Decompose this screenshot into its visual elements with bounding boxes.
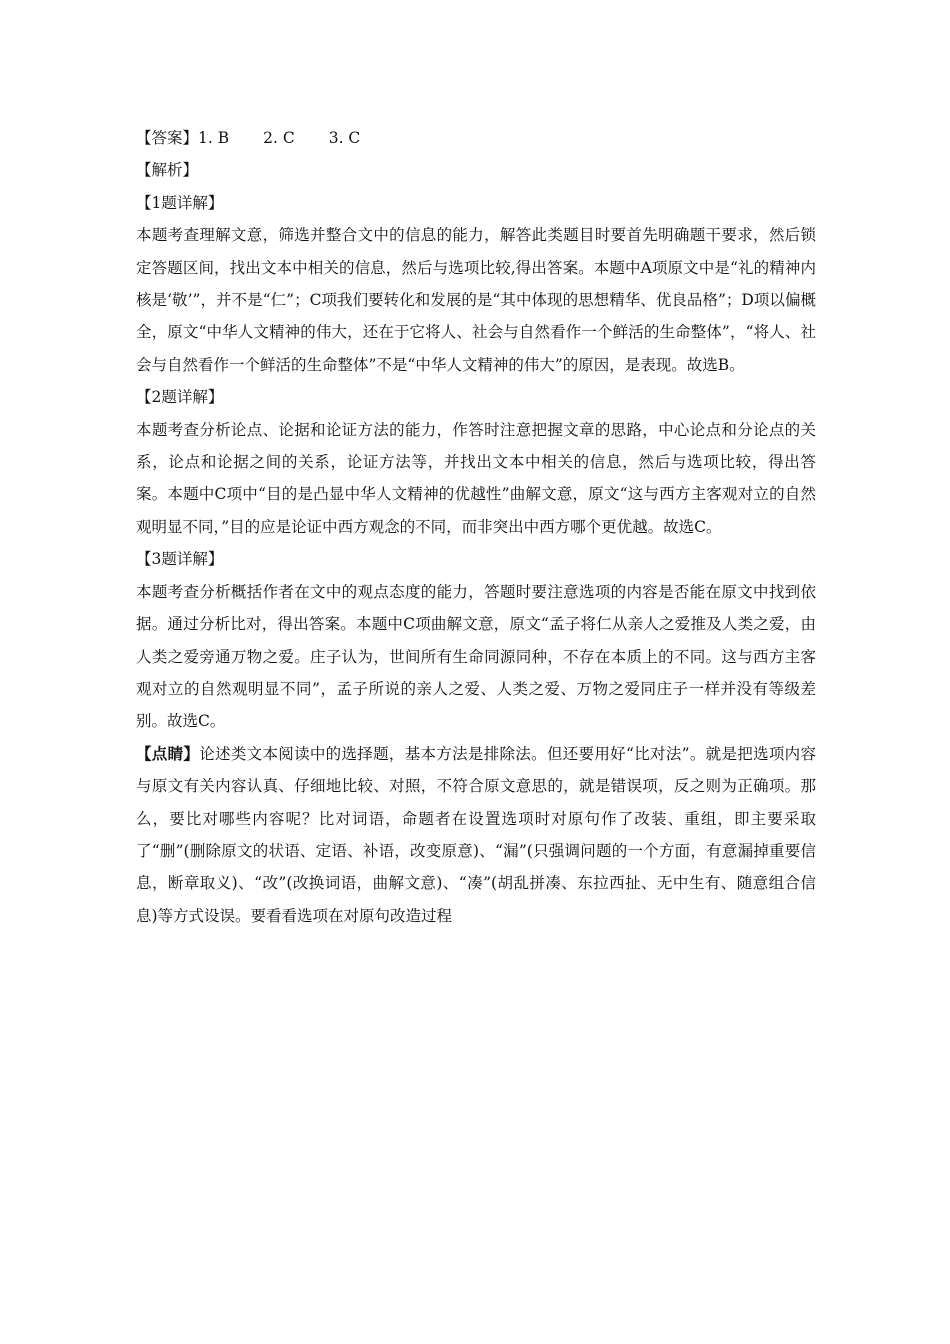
tip-body: 论述类文本阅读中的选择题，基本方法是排除法。但还要用好“比对法”。就是把选项内容与原文有关内容认真、仔细地比较、对照，不符合原文意思的，就是错误项，反之则为正确项。那么，要比对哪些内容呢？比对词语，命题者在设置选项时对原句作了改装、重组，即主要采取了“删”(删除原文的状语、定语、补语，改变原意)、“漏”(只强调问题的一个方面，有意漏掉重要信息，断章取义)、“改”(改换词语，曲解文意)、“凑”(胡乱拼凑、东拉西扯、无中生有、随意组合信息)等方式设误。要看看选项在对原句改造过程 [136, 744, 816, 925]
answer-label: 【答案】 [136, 129, 199, 147]
answer-item-3: 3. C [328, 129, 361, 147]
q3-body: 本题考查分析概括作者在文中的观点态度的能力，答题时要注意选项的内容是否能在原文中找到依据。通过分析比对，得出答案。本题中C项曲解文意，原文“孟子将仁从亲人之爱推及人类之爱，由人类之爱旁通万物之爱。庄子认为，世间所有生命同源同种，不存在本质上的不同。这与西方主客观对立的自然观明显不同”，孟子所说的亲人之爱、人类之爱、万物之爱同庄子一样并没有等级差别。故选C。 [136, 582, 816, 731]
q3-heading: 【3题详解】 [136, 550, 224, 569]
tip-paragraph [136, 738, 816, 932]
tip-label: 【点睛】 [136, 743, 200, 763]
q1-body: 本题考查理解文意，筛选并整合文中的信息的能力，解答此类题目时要首先明确题干要求，然后锁定答题区间，找出文本中相关的信息，然后与选项比较,得出答案。本题中A项原文中是“礼的精神内核是‘敬’”，并不是“仁”；C项我们要转化和发展的是“其中体现的思想精华、优良品格”；D项以偏概全，原文“中华人文精神的伟大，还在于它将人、社会与自然看作一个鲜活的生命整体”，“将人、社会与自然看作一个鲜活的生命整体”不是“中华人文精神的伟大”的原因，是表现。故选B。 [136, 226, 816, 374]
document-page [136, 122, 816, 932]
answer-line [136, 122, 816, 154]
q1-heading: 【1题详解】 [136, 193, 224, 212]
answer-item-2: 2. C [263, 129, 295, 147]
analysis-heading: 【解析】 [136, 161, 199, 180]
q2-body: 本题考查分析论点、论据和论证方法的能力，作答时注意把握文章的思路，中心论点和分论点的关系，论点和论据之间的关系，论证方法等，并找出文本中相关的信息，然后与选项比较，得出答案。本题中C项中“目的是凸显中华人文精神的优越性”曲解文意，原文“这与西方主客观对立的自然观明显不同，”目的应是论证中西方观念的不同，而非突出中西方哪个更优越。故选C。 [136, 420, 816, 536]
answer-item-1: 1. B [198, 129, 230, 147]
q2-heading: 【2题详解】 [136, 388, 224, 407]
